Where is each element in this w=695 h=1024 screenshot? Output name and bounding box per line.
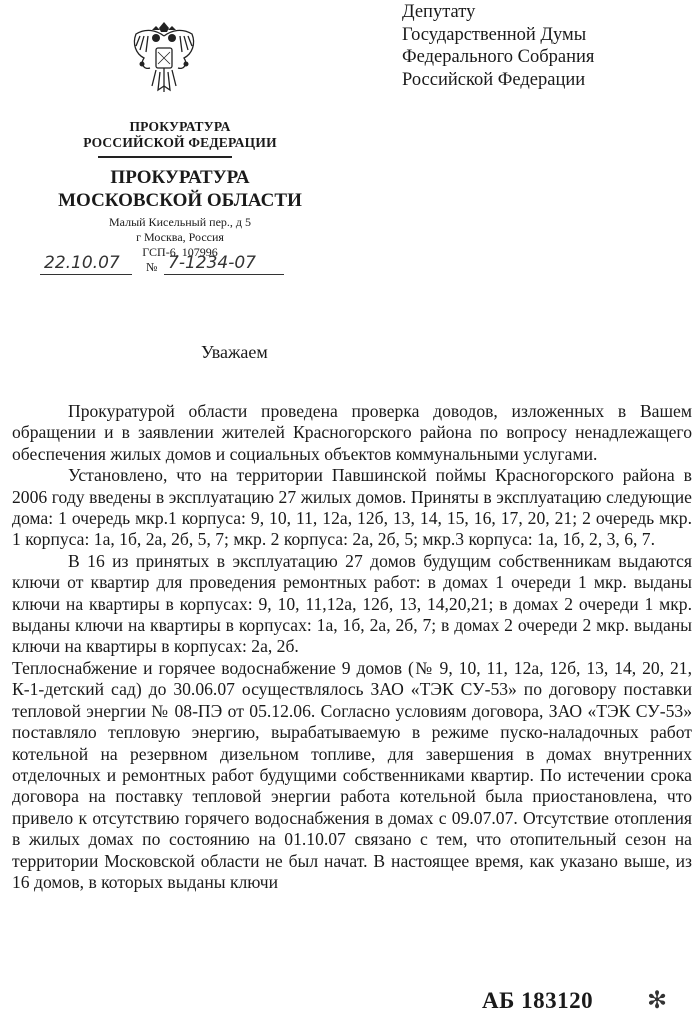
handwritten-date: 22.10.07 — [44, 253, 120, 273]
coat-of-arms-emblem-icon — [126, 22, 202, 96]
address-line-1: Малый Кисельный пер., д 5 — [108, 215, 252, 229]
greeting: Уважаем — [201, 342, 268, 362]
paragraph: Прокуратурой области проведена проверка доводов, изложенных в Вашем обращении и в заявлении жителей Красногорского района по вопросу ненадлежащего обеспечения жилых домов и социальных объектов коммунальными услугами. — [12, 401, 692, 464]
number-underline — [164, 274, 284, 275]
handwritten-number: 7-1234-07 — [168, 253, 256, 273]
org-parent-line-2: РОССИЙСКОЙ ФЕДЕРАЦИИ — [83, 135, 277, 150]
date-underline — [40, 274, 132, 275]
recipient-block — [402, 1, 594, 91]
asterisk-mark-icon: ✻ — [647, 988, 668, 1014]
letter-body — [12, 401, 692, 893]
recipient-line: Государственной Думы — [402, 24, 587, 45]
number-label: № — [146, 260, 158, 274]
org-parent-line-1: ПРОКУРАТУРА — [129, 119, 231, 134]
recipient-line: Депутату — [402, 2, 476, 22]
recipient-line: Российской Федерации — [402, 69, 586, 90]
form-serial-number: АБ 183120 — [482, 988, 594, 1013]
address-line-3: ГСП-6, 107996 — [142, 245, 218, 259]
org-name-line-2: МОСКОВСКОЙ ОБЛАСТИ — [58, 190, 302, 211]
paragraph: В 16 из принятых в эксплуатацию 27 домов будущим собственникам выдаются ключи от квартир для проведения ремонтных работ: в домах 1 очереди 1 мкр. выданы ключи на квартиры в корпусах: 9, 10, 11,12а, 12б, 13, 14,20,21; в домах 2 очереди 1 мкр. выданы ключи на квартиры в корпусах: 1а, 1б, 2а, 2б, 7; в домах 2 очереди 2 мкр. выданы ключи на квартиры в корпусах: 2а, 2б. — [12, 550, 692, 657]
divider — [98, 156, 232, 158]
org-name-line-1: ПРОКУРАТУРА — [110, 167, 250, 188]
address-line-2: г Москва, Россия — [136, 230, 224, 244]
paragraph: Теплоснабжение и горячее водоснабжение 9 домов (№ 9, 10, 11, 12а, 12б, 13, 14, 20, 21, К-1-детский сад) до 30.06.07 осуществлялось ЗАО «ТЭК СУ-53» по договору поставки тепловой энергии № 08-ПЭ от 05.12.06. Согласно условиям договора, ЗАО «ТЭК СУ-53» поставляло тепловую энергию, вырабатываемую в режиме пуско-наладочных работ котельной на резервном дизельном топливе, для завершения в домах внутренних отделочных и ремонтных работ будущими собственниками квартир. По истечении срока договора на поставку тепловой энергии работа котельной была приостановлена, что привело к отсутствию горячего водоснабжения в домах с 09.07.07. Отсутствие отопления в жилых домах по состоянию на 01.10.07 связано с тем, что отопительный сезон на территории Московской области не был начат. В настоящее время, как указано выше, из 16 домов, в которых выданы ключи — [12, 657, 692, 892]
paragraph: Установлено, что на территории Павшинской поймы Красногорского района в 2006 году введены в эксплуатацию 27 жилых домов. Приняты в эксплуатацию следующие дома: 1 очередь мкр.1 корпуса: 9, 10, 11, 12а, 12б, 13, 14, 15, 16, 17, 20, 21; 2 очередь мкр. 1 корпуса: 1а, 1б, 2а, 2б, 5, 7; мкр. 2 корпуса: 2а, 2б, 5; мкр.3 корпуса: 1а, 1б, 2, 3, 6, 7. — [12, 465, 692, 550]
recipient-line: Федерального Собрания — [402, 47, 595, 67]
